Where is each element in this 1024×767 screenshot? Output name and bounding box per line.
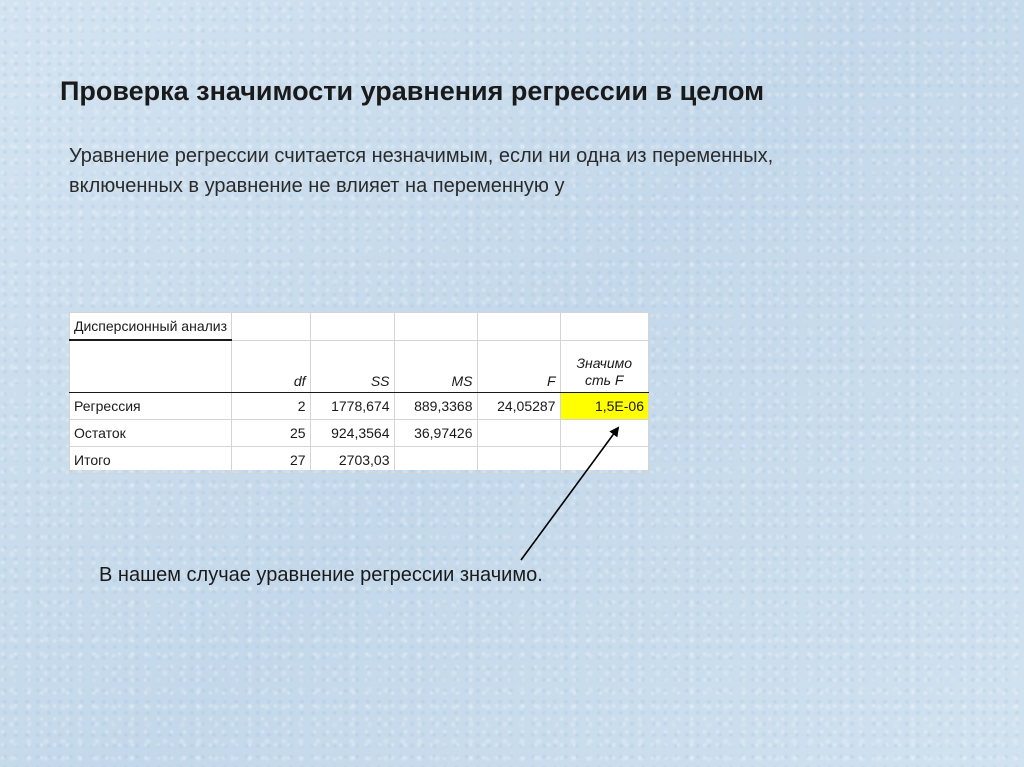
- table-cell: [232, 313, 311, 341]
- cell-significance-f: 1,5E-06: [560, 393, 649, 420]
- anova-table-container: [69, 312, 649, 470]
- cell-significance-f: [560, 420, 649, 447]
- row-label-total: Итого: [70, 447, 232, 474]
- header-f: F: [477, 340, 560, 393]
- cell-df: 27: [232, 447, 311, 474]
- slide-title: Проверка значимости уравнения регрессии в целом: [60, 76, 765, 106]
- table-cell: [394, 313, 477, 341]
- cell-f: [477, 447, 560, 474]
- table-row: [70, 447, 649, 474]
- header-ss: SS: [310, 340, 394, 393]
- table-caption-row: [70, 313, 649, 341]
- header-significance-f: Значимо сть F: [560, 340, 649, 393]
- cell-ms: [394, 447, 477, 474]
- table-cell: [560, 313, 649, 341]
- intro-line-1: Уравнение регрессии считается незначимым, если ни одна из переменных,: [69, 145, 774, 167]
- cell-ss: 2703,03: [310, 447, 394, 474]
- row-label-residual: Остаток: [70, 420, 232, 447]
- anova-table: [69, 312, 649, 474]
- row-label-regression: Регрессия: [70, 393, 232, 420]
- header-ms: MS: [394, 340, 477, 393]
- cell-significance-f: [560, 447, 649, 474]
- table-cell: [310, 313, 394, 341]
- intro-line-2: включенных в уравнение не влияет на переменную y: [69, 175, 565, 197]
- table-caption: Дисперсионный анализ: [70, 313, 232, 341]
- table-row: [70, 393, 649, 420]
- intro-text: [69, 141, 989, 201]
- conclusion-text: В нашем случае уравнение регрессии значимо.: [99, 564, 543, 586]
- cell-ms: 889,3368: [394, 393, 477, 420]
- cell-ms: 36,97426: [394, 420, 477, 447]
- header-empty: [70, 340, 232, 393]
- cell-f: 24,05287: [477, 393, 560, 420]
- table-cell: [477, 313, 560, 341]
- cell-f: [477, 420, 560, 447]
- header-df: df: [232, 340, 311, 393]
- table-row: [70, 420, 649, 447]
- cell-df: 2: [232, 393, 311, 420]
- cell-ss: 1778,674: [310, 393, 394, 420]
- table-header-row: [70, 340, 649, 393]
- cell-df: 25: [232, 420, 311, 447]
- cell-ss: 924,3564: [310, 420, 394, 447]
